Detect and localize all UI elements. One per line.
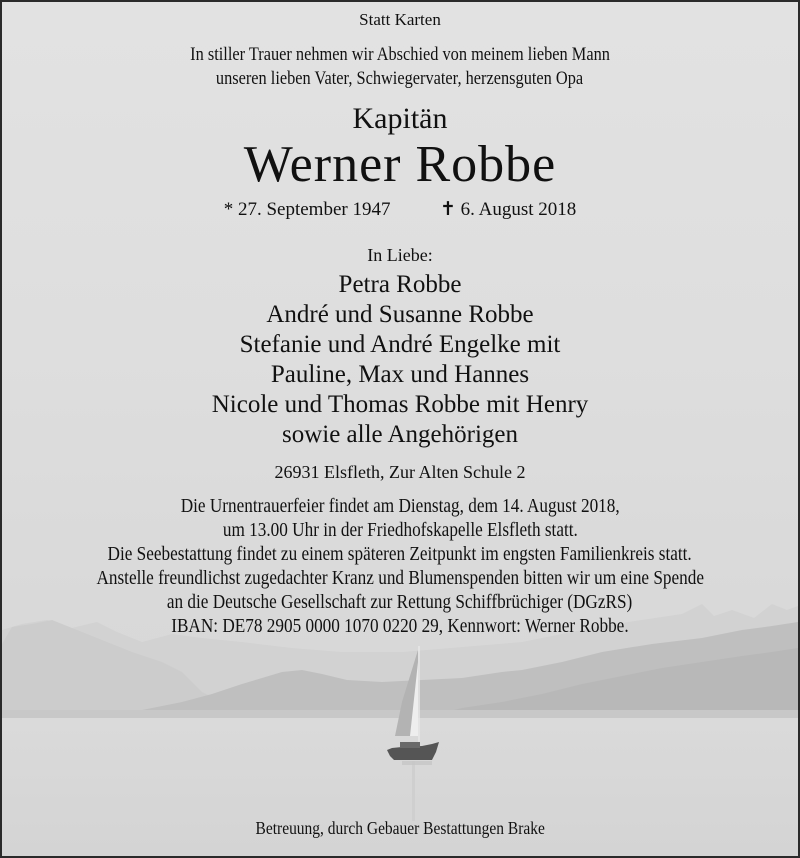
mourners-intro: In Liebe: [367,245,433,265]
mourner-line: André und Susanne Robbe [266,301,534,328]
info-line-3: Die Seebestattung findet zu einem späteren Zeitpunkt im engsten Familienkreis statt. [107,543,693,565]
cross-icon: ✝ [439,199,456,220]
info-line-1: Die Urnentrauerfeier findet am Dienstag, dem 14. August 2018, [180,495,620,517]
mourner-line: Nicole und Thomas Robbe mit Henry [211,391,589,418]
info-line-iban: IBAN: DE78 2905 0000 1070 0220 29, Kennwort: Werner Robbe. [171,615,629,637]
funeral-home-credit: Betreuung, durch Gebauer Bestattungen Brake [255,818,545,838]
mourner-line: Petra Robbe [338,271,462,298]
intro-line-1: In stiller Trauer nehmen wir Abschied von meinem lieben Mann [190,44,610,65]
birth-symbol-icon: * [223,199,234,220]
info-line-2: um 13.00 Uhr in der Friedhofskapelle Elsfleth statt. [222,519,578,541]
info-line-4: Anstelle freundlichst zugedachter Kranz und Blumenspenden bitten wir um eine Spende [96,567,704,589]
mourner-line: sowie alle Angehörigen [281,421,519,448]
title-kapitan: Kapitän [352,102,448,135]
deceased-name: Werner Robbe [243,136,557,193]
intro-line-2: unseren lieben Vater, Schwiegervater, herzensguten Opa [216,68,584,89]
mourner-line: Pauline, Max und Hannes [270,361,530,388]
info-line-5: an die Deutsche Gesellschaft zur Rettung Schiffbrüchiger (DGzRS) [167,591,633,613]
death-date: 6. August 2018 [460,199,577,220]
life-dates [2,198,798,221]
family-address: 26931 Elsfleth, Zur Alten Schule 2 [274,462,526,482]
header-statt-karten: Statt Karten [359,10,441,29]
mourner-line: Stefanie und André Engelke mit [239,331,561,358]
birth-date: 27. September 1947 [237,199,391,220]
